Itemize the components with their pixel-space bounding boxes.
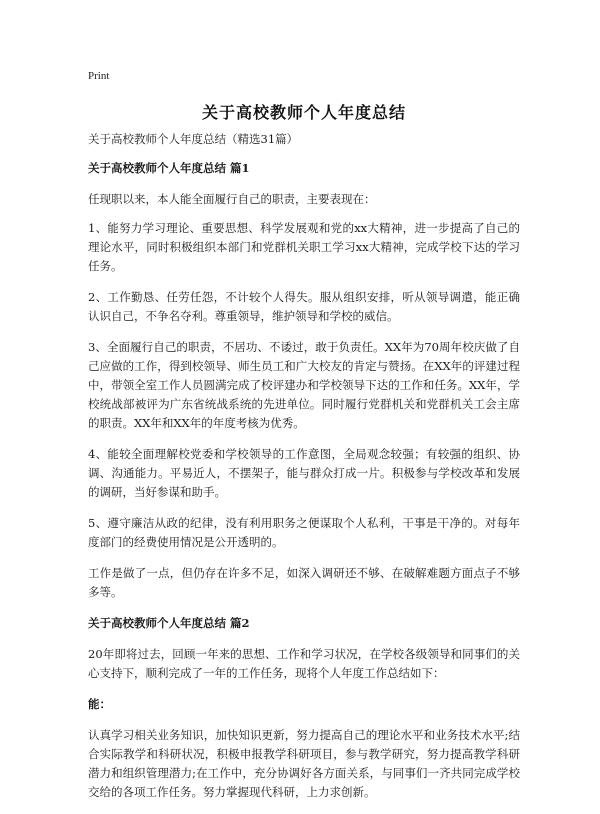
paragraph: 4、能较全面理解校党委和学校领导的工作意图，全局观念较强；有较强的组织、协调、沟通能力。平易近人，不摆架子，能与群众打成一片。积极参与学校改革和发展的调研，当好参谋和助手。 [88, 447, 520, 499]
document-body [88, 130, 520, 814]
section-heading-1: 关于高校教师个人年度总结 篇1 [88, 161, 250, 175]
paragraph: 1、能努力学习理论、重要思想、科学发展观和党的xx大精神，进一步提高了自己的理论水平，同时积极组织本部门和党群机关职工学习xx大精神，完成学校下达的学习任务。 [88, 221, 520, 273]
paragraph: 3、全面履行自己的职责，不居功、不诿过，敢于负责任。XX年为70周年校庆做了自己应做的工作，得到校领导、师生员工和广大校友的肯定与赞扬。在XX年的评建过程中，带领全室工作人员圆满完成了校评建办和学校领导下达的工作和任务。XX年，学校统战部被评为广东省统战系统的先进单位。同时履行党群机关和党群机关工会主席的职责。XX年和XX年的年度考核为优秀。 [88, 340, 520, 430]
paragraph: 5、遵守廉洁从政的纪律，没有利用职务之便谋取个人私利，干事是干净的。对每年度部门的经费使用情况是公开透明的。 [88, 516, 520, 549]
print-link[interactable]: Print [88, 70, 110, 82]
paragraph: 2、工作勤恳、任劳任怨，不计较个人得失。服从组织安排，听从领导调遣，能正确认识自己，不争名夺利。尊重领导，维护领导和学校的威信。 [88, 290, 520, 323]
page-title: 关于高校教师个人年度总结 [201, 103, 406, 122]
ability-heading: 能： [88, 697, 111, 711]
section-heading-2: 关于高校教师个人年度总结 篇2 [88, 616, 250, 630]
paragraph: 20年即将过去，回顾一年来的思想、工作和学习状况，在学校各级领导和同事们的关心支持下，顺利完成了一年的工作任务，现将个人年度工作总结如下： [88, 647, 520, 680]
paragraph: 任现职以来，本人能全面履行自己的职责，主要表现在： [88, 192, 376, 206]
paragraph: 工作是做了一点，但仍存在许多不足，如深入调研还不够、在破解难题方面点子不够多等。 [88, 566, 520, 599]
document-subtitle: 关于高校教师个人年度总结（精选31篇） [88, 132, 299, 146]
paragraph: 认真学习相关业务知识，加快知识更新，努力提高自己的理论水平和业务技术水平;结合实际教学和科研状况，积极申报教学科研项目，参与教学研究，努力提高教学科研潜力和组织管理潜力;在工作中，充分协调好各方面关系，与同事们一齐共同完成学校交给的各项工作任务。努力掌握现代科研，上力求创新。 [88, 728, 520, 799]
